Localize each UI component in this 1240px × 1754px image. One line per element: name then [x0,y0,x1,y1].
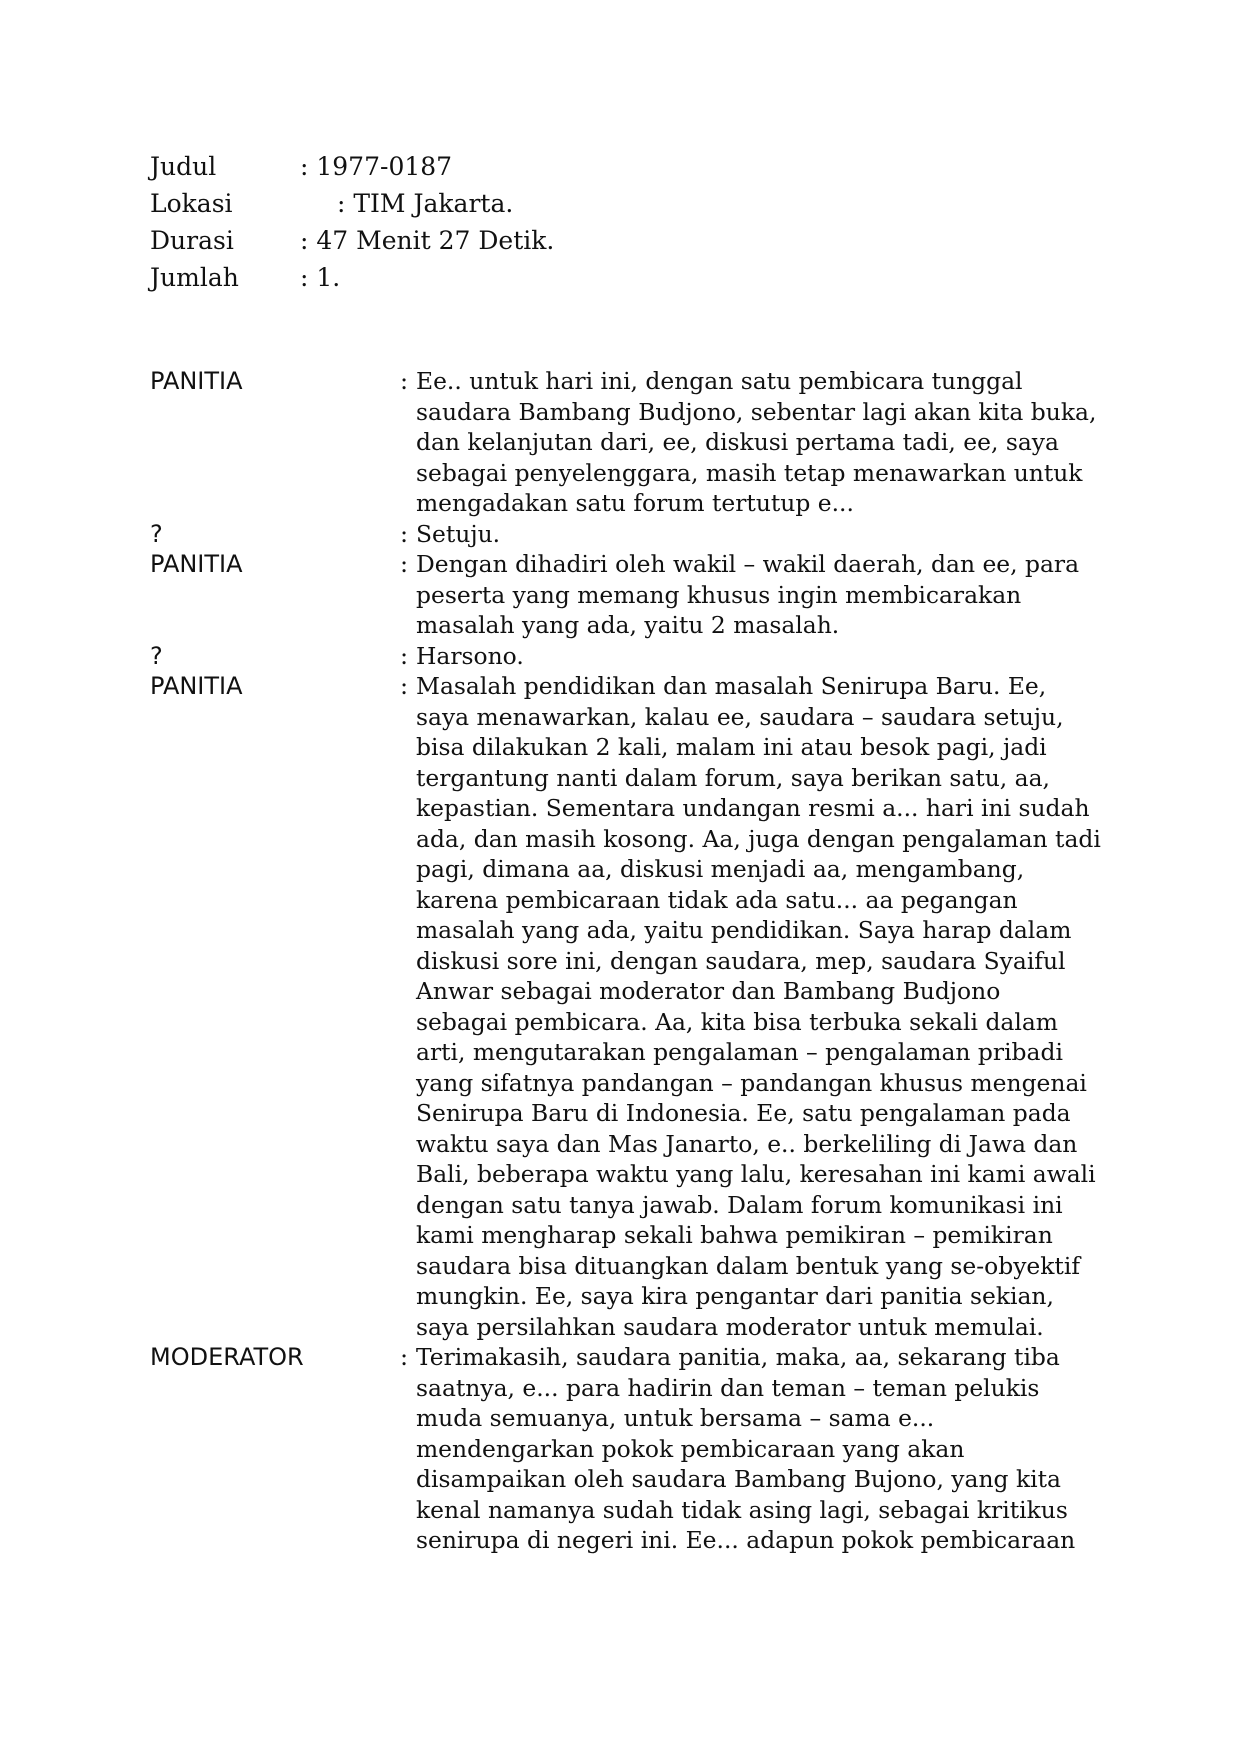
lokasi-value: : TIM Jakarta. [337,189,514,218]
jumlah-label: Jumlah [150,263,239,292]
speech-line: Anwar sebagai moderator dan Bambang Budjono [416,977,1001,1005]
speech-line: Dengan dihadiri oleh wakil – wakil daerah, dan ee, para [416,550,1080,578]
speech-line: kami mengharap sekali bahwa pemikiran – pemikiran [416,1221,1053,1249]
speech-line: arti, mengutarakan pengalaman – pengalaman pribadi [416,1038,1063,1066]
judul-label: Judul [150,152,217,181]
speech-line: saudara bisa dituangkan dalam bentuk yang se-obyektif [416,1251,1080,1280]
speech-text [416,641,1096,672]
judul-value: : 1977-0187 [300,152,453,181]
speech-line: saatnya, e... para hadirin dan teman – teman pelukis [416,1373,1040,1402]
speaker-colon: : [400,519,409,548]
speech-line: dan kelanjutan dari, ee, diskusi pertama tadi, ee, saya [416,428,1059,456]
transcript-entry [150,549,1090,641]
speech-line: Senirupa Baru di Indonesia. Ee, satu pengalaman pada [416,1099,1071,1127]
speech-line: kenal namanya sudah tidak asing lagi, sebagai kritikus [416,1495,1068,1524]
speech-text [416,519,1096,550]
speech-line: Masalah pendidikan dan masalah Senirupa Baru. Ee, [416,672,1047,700]
speech-line: senirupa di negeri ini. Ee... adapun pokok pembicaraan [416,1526,1076,1554]
speech-line: disampaikan oleh saudara Bambang Bujono, yang kita [416,1465,1061,1493]
speaker-name: MODERATOR [150,1343,304,1371]
transcript-entry [150,366,1097,519]
speaker-colon: : [400,641,409,670]
transcript-entry [150,519,1090,550]
speaker-colon: : [400,1343,409,1371]
speaker-name: PANITIA [150,367,243,395]
speech-line: masalah yang ada, yaitu 2 masalah. [416,611,840,639]
transcript-entry [150,671,1101,1342]
speech-line: saya persilahkan saudara moderator untuk memulai. [416,1312,1044,1341]
transcript-entry [150,1342,1090,1556]
speaker-name: PANITIA [150,550,243,578]
speaker-colon: : [400,672,409,700]
speech-line: mengadakan satu forum tertutup e... [416,489,854,517]
speech-line: saudara Bambang Budjono, sebentar lagi akan kita buka, [416,397,1097,426]
speech-line: diskusi sore ini, dengan saudara, mep, saudara Syaiful [416,946,1066,975]
speech-line: dengan satu tanya jawab. Dalam forum komunikasi ini [416,1190,1063,1219]
speaker-name: ? [150,519,163,548]
speech-text [416,671,1101,1342]
speech-line: sebagai pembicara. Aa, kita bisa terbuka sekali dalam [416,1007,1058,1036]
transcript-entry [150,641,1090,672]
speaker-colon: : [400,367,409,395]
durasi-value: : 47 Menit 27 Detik. [300,226,555,255]
speech-text [416,366,1096,519]
transcript [150,366,1101,1556]
speech-line: waktu saya dan Mas Janarto, e.. berkeliling di Jawa dan [416,1129,1078,1158]
speech-line: Setuju. [416,519,501,548]
jumlah-value: : 1. [300,263,341,292]
speech-text [416,1342,1096,1556]
speech-text [416,549,1096,641]
speech-line: Terimakasih, saudara panitia, maka, aa, sekarang tiba [416,1343,1060,1371]
speech-line: mungkin. Ee, saya kira pengantar dari panitia sekian, [416,1282,1054,1310]
speech-line: mendengarkan pokok pembicaraan yang akan [416,1434,965,1463]
speech-line: Harsono. [416,641,524,670]
speaker-colon: : [400,550,409,578]
speech-line: sebagai penyelenggara, masih tetap menawarkan untuk [416,458,1083,487]
speech-line: yang sifatnya pandangan – pandangan khusus mengenai [416,1068,1087,1097]
speech-line: kepastian. Sementara undangan resmi a... hari ini sudah [416,794,1090,822]
speaker-name: ? [150,641,163,670]
speech-line: karena pembicaraan tidak ada satu... aa pegangan [416,885,1018,914]
speech-line: ada, dan masih kosong. Aa, juga dengan pengalaman tadi [416,824,1101,853]
lokasi-label: Lokasi [150,189,233,218]
durasi-label: Durasi [150,226,234,255]
speech-line: saya menawarkan, kalau ee, saudara – saudara setuju, [416,702,1064,731]
speech-line: pagi, dimana aa, diskusi menjadi aa, mengambang, [416,855,1025,883]
speech-line: Bali, beberapa waktu yang lalu, keresahan ini kami awali [416,1160,1096,1188]
speaker-name: PANITIA [150,672,243,700]
speech-line: bisa dilakukan 2 kali, malam ini atau besok pagi, jadi [416,733,1047,761]
speech-line: peserta yang memang khusus ingin membicarakan [416,580,1022,609]
speech-line: Ee.. untuk hari ini, dengan satu pembicara tunggal [416,367,1023,395]
speech-line: muda semuanya, untuk bersama – sama e... [416,1404,935,1432]
speech-line: masalah yang ada, yaitu pendidikan. Saya harap dalam [416,916,1072,944]
speech-line: tergantung nanti dalam forum, saya berikan satu, aa, [416,763,1050,792]
